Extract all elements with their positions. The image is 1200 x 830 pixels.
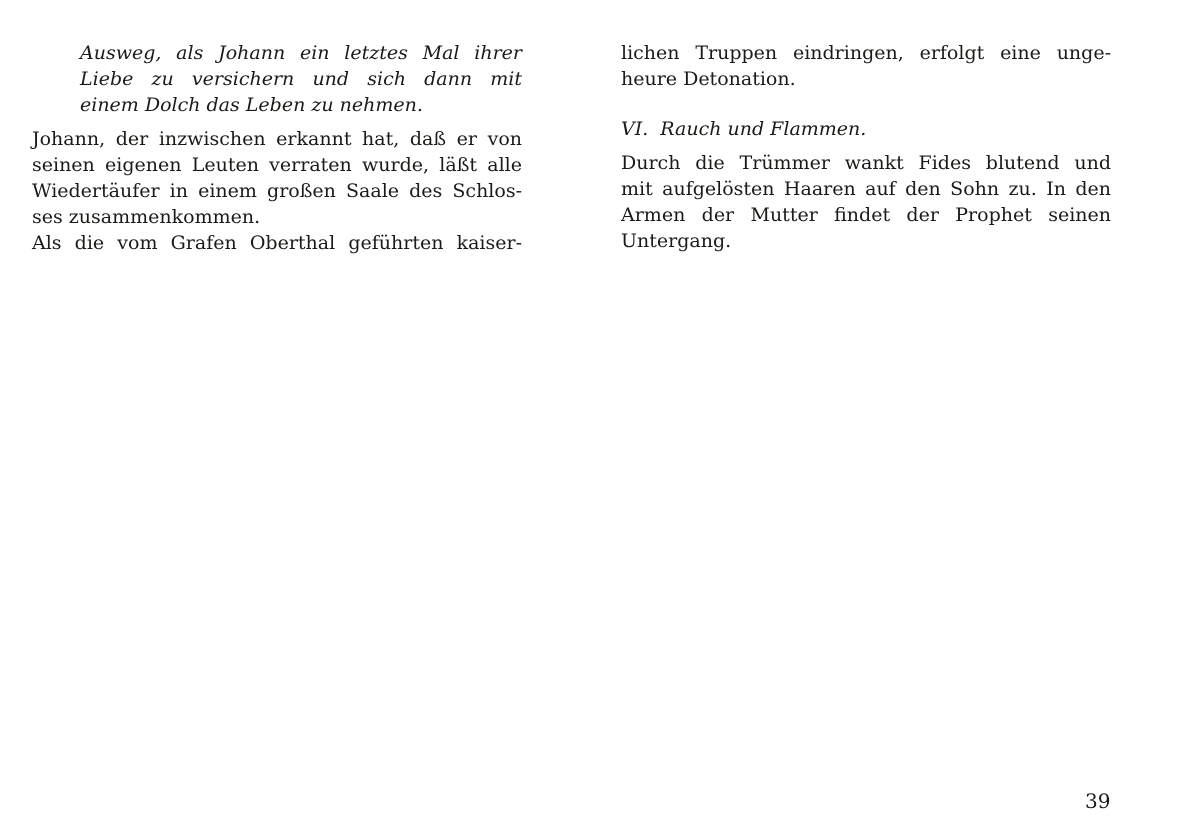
text-line: einem Dolch das Leben zu nehmen.	[80, 94, 423, 116]
text-line: Wiedertäufer in einem großen Saale des Schlos-	[32, 180, 522, 202]
right-column	[621, 40, 1111, 254]
text-line: mit aufgelösten Haaren auf den Sohn zu. In den	[621, 178, 1111, 200]
text-line: ses zusammenkommen.	[32, 206, 261, 228]
text-line: Armen der Mutter findet der Prophet seinen	[621, 204, 1111, 226]
text-line: Durch die Trümmer wankt Fides blutend und	[621, 152, 1111, 174]
text-line: Als die vom Grafen Oberthal geführten kaiser-	[32, 232, 522, 254]
paragraph-johann	[32, 126, 522, 230]
text-line: Untergang.	[621, 230, 732, 252]
page-number: 39	[1085, 789, 1111, 813]
text-line: Johann, der inzwischen erkannt hat, daß er von	[32, 128, 522, 150]
paragraph-continuation	[621, 40, 1111, 92]
text-line: seinen eigenen Leuten verraten wurde, läßt alle	[32, 154, 522, 176]
scene-heading	[621, 116, 1111, 142]
scene-number: VI.	[621, 118, 649, 140]
text-line: heure Detonation.	[621, 68, 796, 90]
left-column	[32, 40, 522, 256]
scene-title: Rauch und Flammen.	[660, 118, 867, 140]
text-line: lichen Truppen eindringen, erfolgt eine unge-	[621, 42, 1111, 64]
paragraph-fides	[621, 150, 1111, 254]
italic-stage-direction	[32, 40, 522, 118]
paragraph-oberthal	[32, 230, 522, 256]
text-line: Ausweg, als Johann ein letztes Mal ihrer	[80, 42, 522, 64]
text-line: Liebe zu versichern und sich dann mit	[80, 68, 522, 90]
